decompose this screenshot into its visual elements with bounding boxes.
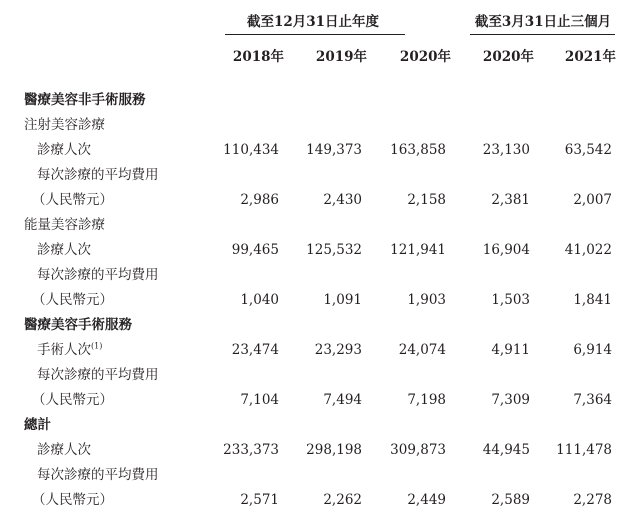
cell-value: 125,532 [306, 242, 362, 258]
row-label-text: 每次診療的平均費用 [37, 167, 159, 183]
cell-value: 2,449 [407, 492, 446, 508]
cell-value: 7,494 [323, 392, 362, 408]
cell-value: 309,873 [390, 442, 446, 458]
table-row [0, 238, 640, 263]
row-label-text: （人民幣元） [32, 292, 113, 308]
row-label-text: 診療人次 [37, 242, 91, 258]
row-label-text: 每次診療的平均費用 [37, 367, 159, 383]
cell-value: 24,074 [398, 342, 446, 358]
row-label [32, 488, 113, 513]
row-label [37, 338, 102, 363]
cell-value: 298,198 [306, 442, 362, 458]
cell-value: 41,022 [564, 242, 612, 258]
header-group-annual: 截至12月31日止年度 [246, 14, 380, 30]
table-row [0, 88, 640, 113]
cell-value: 2,381 [491, 192, 530, 208]
row-label [37, 163, 159, 188]
table-row [0, 288, 640, 313]
header-group-quarterly: 截至3月31日止三個月 [474, 14, 612, 30]
table-row [0, 163, 640, 188]
row-label-text: （人民幣元） [32, 392, 113, 408]
table-row [0, 363, 640, 388]
row-label [24, 88, 146, 113]
table-row [0, 438, 640, 463]
row-label [32, 288, 113, 313]
row-label-text: 手術人次 [37, 342, 91, 358]
row-label [24, 313, 132, 338]
cell-value: 1,503 [491, 292, 530, 308]
footnote-marker: (1) [91, 341, 103, 351]
cell-value: 149,373 [306, 142, 362, 158]
row-label-text: 注射美容診療 [24, 117, 105, 133]
cell-value: 2,986 [240, 192, 279, 208]
cell-value: 2,278 [573, 492, 612, 508]
row-label-text: 診療人次 [37, 142, 91, 158]
row-label-text: 總計 [24, 417, 51, 433]
table-row [0, 413, 640, 438]
table-row [0, 138, 640, 163]
cell-value: 7,104 [240, 392, 279, 408]
row-label-text: （人民幣元） [32, 492, 113, 508]
row-label-text: 能量美容診療 [24, 217, 105, 233]
cell-value: 23,293 [314, 342, 362, 358]
cell-value: 110,434 [223, 142, 279, 158]
row-label-text: 每次診療的平均費用 [37, 267, 159, 283]
table-row [0, 388, 640, 413]
row-label-text: （人民幣元） [32, 192, 113, 208]
cell-value: 23,130 [482, 142, 530, 158]
cell-value: 121,941 [390, 242, 446, 258]
cell-value: 7,364 [573, 392, 612, 408]
cell-value: 1,841 [573, 292, 612, 308]
row-label-text: 診療人次 [37, 442, 91, 458]
table-row [0, 188, 640, 213]
cell-value: 44,945 [482, 442, 530, 458]
cell-value: 1,040 [240, 292, 279, 308]
cell-value: 163,858 [390, 142, 446, 158]
cell-value: 6,914 [573, 342, 612, 358]
header-year: 2018年 [232, 49, 284, 65]
table-row [0, 488, 640, 513]
cell-value: 4,911 [491, 342, 530, 358]
header-rule-quarterly [470, 34, 615, 35]
table-row [0, 113, 640, 138]
row-label [24, 113, 105, 138]
table-row [0, 463, 640, 488]
row-label [37, 463, 159, 488]
cell-value: 1,091 [323, 292, 362, 308]
cell-value: 99,465 [231, 242, 279, 258]
row-label-text: 每次診療的平均費用 [37, 467, 159, 483]
row-label-text: 醫療美容非手術服務 [24, 92, 146, 108]
cell-value: 1,903 [407, 292, 446, 308]
cell-value: 7,309 [491, 392, 530, 408]
row-label [37, 138, 91, 163]
row-label [24, 413, 51, 438]
row-label [32, 188, 113, 213]
cell-value: 2,007 [573, 192, 612, 208]
cell-value: 2,430 [323, 192, 362, 208]
row-label [37, 263, 159, 288]
cell-value: 16,904 [482, 242, 530, 258]
header-year: 2019年 [315, 49, 367, 65]
cell-value: 233,373 [223, 442, 279, 458]
cell-value: 111,478 [556, 442, 612, 458]
cell-value: 2,589 [491, 492, 530, 508]
table-row [0, 313, 640, 338]
table-row [0, 213, 640, 238]
cell-value: 2,262 [323, 492, 362, 508]
cell-value: 63,542 [564, 142, 612, 158]
row-label [32, 388, 113, 413]
cell-value: 2,571 [240, 492, 279, 508]
cell-value: 7,198 [407, 392, 446, 408]
row-label [37, 238, 91, 263]
header-year: 2020年 [399, 49, 451, 65]
cell-value: 23,474 [231, 342, 279, 358]
cell-value: 2,158 [407, 192, 446, 208]
row-label [37, 438, 91, 463]
row-label [37, 363, 159, 388]
header-rule-annual [225, 34, 405, 35]
table-row [0, 263, 640, 288]
row-label [24, 213, 105, 238]
header-year: 2021年 [564, 49, 616, 65]
row-label-text: 醫療美容手術服務 [24, 317, 132, 333]
table-row [0, 338, 640, 363]
header-year: 2020年 [482, 49, 534, 65]
